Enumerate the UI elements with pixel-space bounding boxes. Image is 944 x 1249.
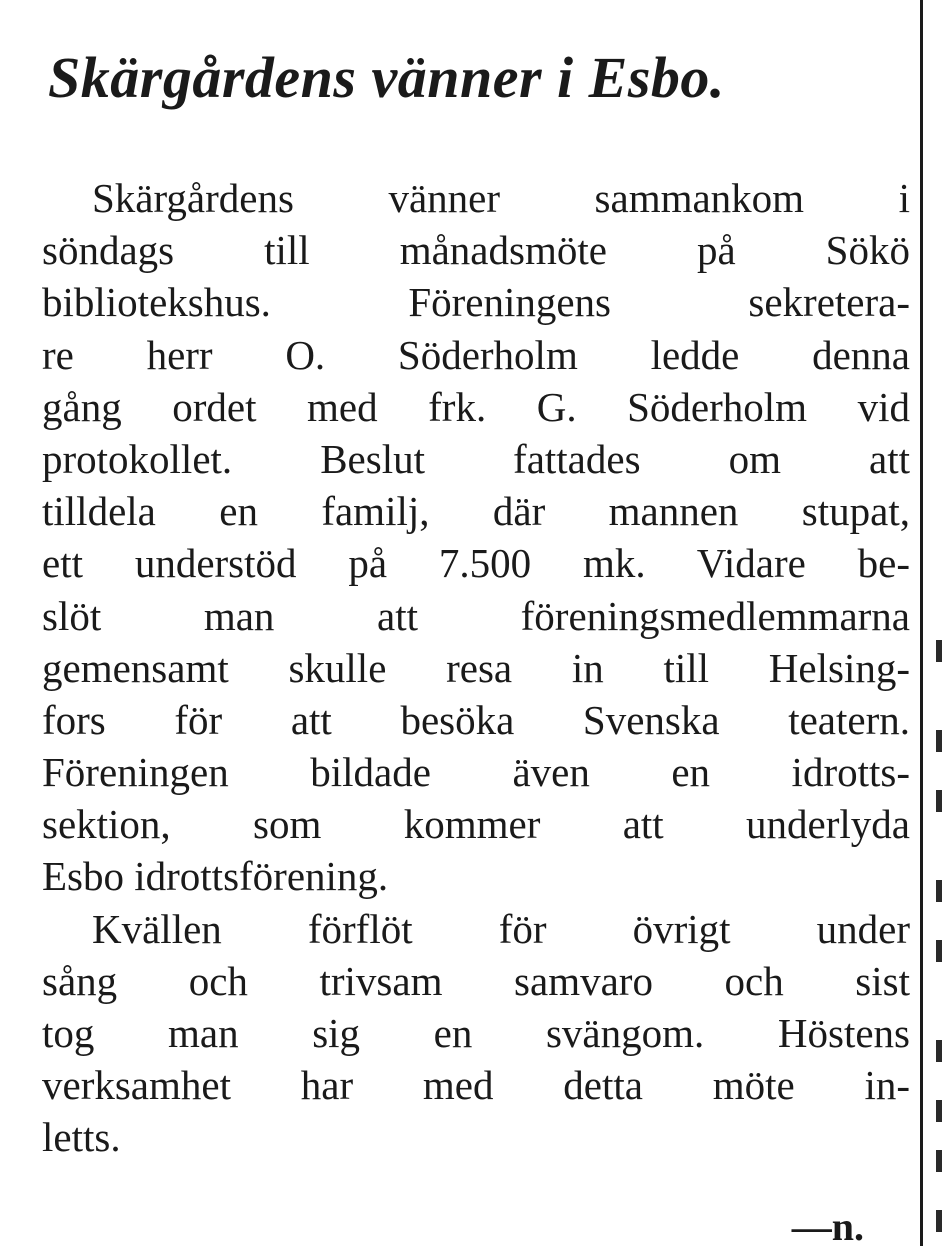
text-line: re herr O. Söderholm ledde denna: [42, 331, 910, 378]
text-line: Kvällen förflöt för övrigt under: [92, 905, 910, 952]
text-line: slöt man att föreningsmedlemmarna: [42, 592, 910, 639]
text-line: letts.: [42, 1114, 121, 1161]
ink-fragment: [936, 1210, 942, 1232]
ink-fragment: [936, 940, 942, 962]
text-line: ett understöd på 7.500 mk. Vidare be-: [42, 540, 910, 587]
text-line: protokollet. Beslut fattades om att: [42, 435, 910, 482]
ink-fragment: [936, 1150, 942, 1172]
ink-fragment: [936, 880, 942, 902]
text-line: fors för att besöka Svenska teatern.: [42, 696, 910, 743]
text-line: gång ordet med frk. G. Söderholm vid: [42, 383, 910, 430]
adjacent-column-fragment: [926, 0, 944, 1246]
headline: Skärgårdens vänner i Esbo.: [48, 45, 725, 110]
ink-fragment: [936, 730, 942, 752]
column-divider: [920, 0, 923, 1246]
ink-fragment: [936, 790, 942, 812]
text-line: tog man sig en svängom. Höstens: [42, 1010, 910, 1056]
text-line: sektion, som kommer att underlyda: [42, 801, 910, 848]
author-signature: —n.: [791, 1204, 864, 1249]
ink-fragment: [936, 1100, 942, 1122]
text-line: gemensamt skulle resa in till Helsing-: [42, 644, 910, 691]
text-line: verksamhet har med detta möte in-: [42, 1062, 910, 1109]
paragraph-1: [42, 172, 910, 903]
text-line: bibliotekshus. Föreningens sekretera-: [42, 279, 910, 326]
text-line: Esbo idrottsförening.: [42, 853, 389, 900]
text-line: sång och trivsam samvaro och sist: [42, 957, 910, 1004]
text-line: tilldela en familj, där mannen stupat,: [42, 488, 910, 535]
paragraph-2: [42, 903, 910, 1164]
text-line: Skärgårdens vänner sammankom i: [92, 175, 910, 221]
text-line: Föreningen bildade även en idrotts-: [42, 749, 910, 796]
article-body: [42, 172, 910, 1164]
ink-fragment: [936, 1040, 942, 1062]
text-line: söndags till månadsmöte på Sökö: [42, 227, 910, 274]
ink-fragment: [936, 640, 942, 662]
